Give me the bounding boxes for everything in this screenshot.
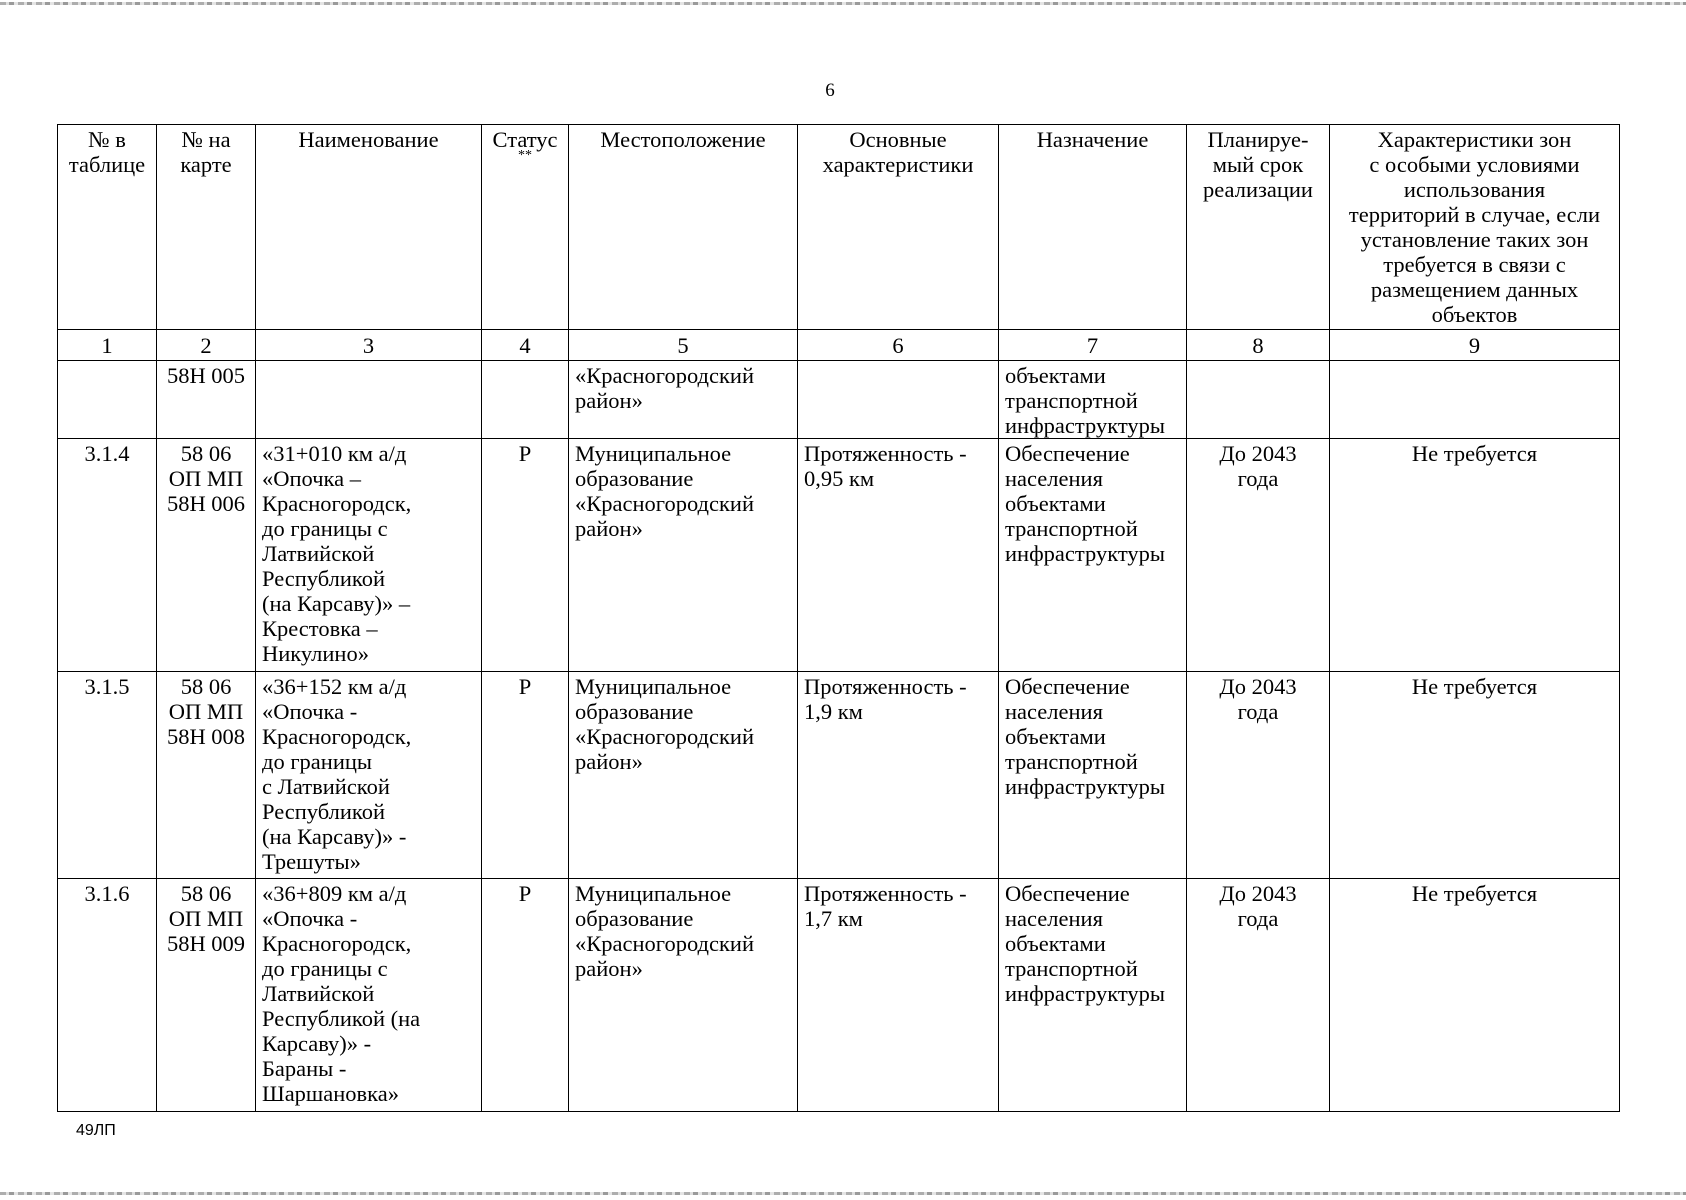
cell-term: До 2043 года — [1187, 672, 1330, 879]
header-table-no: № в таблице — [58, 125, 157, 330]
column-number: 1 — [58, 330, 157, 361]
header-term: Планируе- мый срок реализации — [1187, 125, 1330, 330]
cell-name: «36+152 км а/д «Опочка - Красногородск, до границы с Латвийской Республикой (на Карсаву)» - Трешуты» — [256, 672, 482, 879]
cell-name: «36+809 км а/д «Опочка - Красногородск, до границы с Латвийской Республикой (на Карсаву)» - Бараны - Шаршановка» — [256, 879, 482, 1112]
column-number: 3 — [256, 330, 482, 361]
cell-purpose: объектами транспортной инфраструктуры — [999, 361, 1187, 439]
cell-term: До 2043 года — [1187, 439, 1330, 672]
table-row — [58, 879, 1620, 1112]
cell-term: До 2043 года — [1187, 879, 1330, 1112]
header-location: Местоположение — [569, 125, 798, 330]
column-number: 9 — [1330, 330, 1620, 361]
cell-characteristics: Протяженность - 1,9 км — [798, 672, 999, 879]
cell-status: Р — [482, 672, 569, 879]
cell-table-no: 3.1.5 — [58, 672, 157, 879]
cell-zones: Не требуется — [1330, 439, 1620, 672]
cell-empty — [482, 361, 569, 439]
cell-map-no: 58Н 005 — [157, 361, 256, 439]
cell-location: «Красногородский район» — [569, 361, 798, 439]
document-code: 49ЛП — [76, 1122, 116, 1139]
cell-characteristics: Протяженность - 1,7 км — [798, 879, 999, 1112]
cell-name: «31+010 км а/д «Опочка – Красногородск, до границы с Латвийской Республикой (на Карсаву)» – Крестовка – Никулино» — [256, 439, 482, 672]
cell-empty — [1330, 361, 1620, 439]
cell-zones: Не требуется — [1330, 672, 1620, 879]
page-number: 6 — [825, 80, 835, 101]
column-number: 6 — [798, 330, 999, 361]
column-number: 2 — [157, 330, 256, 361]
cell-map-no: 58 06 ОП МП 58Н 008 — [157, 672, 256, 879]
table-row — [58, 439, 1620, 672]
column-number: 4 — [482, 330, 569, 361]
header-row — [58, 125, 1620, 330]
cell-location: Муниципальное образование «Красногородский район» — [569, 672, 798, 879]
cell-purpose: Обеспечение населения объектами транспортной инфраструктуры — [999, 439, 1187, 672]
cell-empty — [798, 361, 999, 439]
header-zones: Характеристики зон с особыми условиями использования территорий в случае, если установление таких зон требуется в связи с размещением данных объектов — [1330, 125, 1620, 330]
cell-empty — [1187, 361, 1330, 439]
header-map-no: № на карте — [157, 125, 256, 330]
column-numbers-row — [58, 330, 1620, 361]
header-status-cell — [482, 125, 569, 330]
header-purpose: Назначение — [999, 125, 1187, 330]
column-number: 7 — [999, 330, 1187, 361]
continuation-row — [58, 361, 1620, 439]
cell-empty — [58, 361, 157, 439]
column-number: 5 — [569, 330, 798, 361]
header-name: Наименование — [256, 125, 482, 330]
cell-table-no: 3.1.6 — [58, 879, 157, 1112]
cell-status: Р — [482, 879, 569, 1112]
cell-location: Муниципальное образование «Красногородский район» — [569, 439, 798, 672]
status-footnote-mark: ** — [518, 148, 532, 163]
cell-purpose: Обеспечение населения объектами транспортной инфраструктуры — [999, 879, 1187, 1112]
cell-map-no: 58 06 ОП МП 58Н 009 — [157, 879, 256, 1112]
cell-empty — [256, 361, 482, 439]
objects-table — [57, 124, 1620, 1112]
cell-characteristics: Протяженность - 0,95 км — [798, 439, 999, 672]
scan-edge-bottom — [0, 1192, 1686, 1195]
table-row — [58, 672, 1620, 879]
cell-purpose: Обеспечение населения объектами транспортной инфраструктуры — [999, 672, 1187, 879]
column-number: 8 — [1187, 330, 1330, 361]
header-status: Статус — [492, 127, 558, 152]
cell-location: Муниципальное образование «Красногородский район» — [569, 879, 798, 1112]
cell-map-no: 58 06 ОП МП 58Н 006 — [157, 439, 256, 672]
cell-zones: Не требуется — [1330, 879, 1620, 1112]
cell-status: Р — [482, 439, 569, 672]
header-characteristics: Основные характеристики — [798, 125, 999, 330]
scan-edge-top — [0, 2, 1686, 5]
cell-table-no: 3.1.4 — [58, 439, 157, 672]
